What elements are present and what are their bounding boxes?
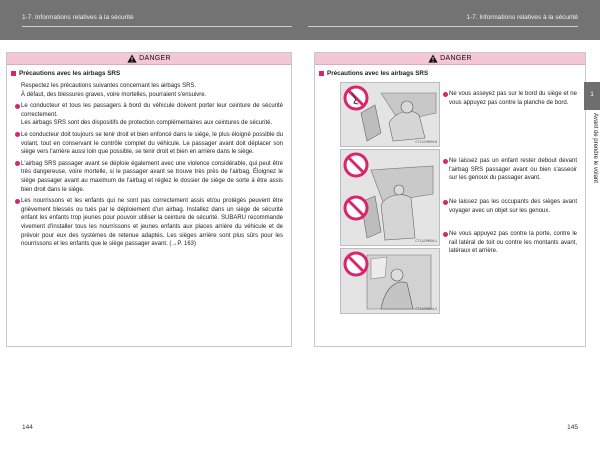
chapter-tab[interactable] bbox=[584, 82, 600, 110]
no-leaning-door-icon bbox=[341, 249, 439, 313]
section-title-text: Précautions avec les airbags SRS bbox=[19, 70, 121, 77]
header-rule-left bbox=[22, 26, 292, 27]
section-title bbox=[319, 70, 585, 77]
bullet-text: Le conducteur doit toujours se tenir droit et bien enfoncé dans le siège, le plus éloigné possible du volant, tout en conservant le contrôle complet du véhicule. Le passager avant doit déplacer son siège vers l'arrière aussi loin que possible, se tenir droit et bien en arrière dans le siège. bbox=[21, 131, 283, 156]
chapter-number: 1 bbox=[590, 91, 594, 98]
bullet-text: Ne laissez pas les occupants des sièges avant voyager avec un objet sur les genoux. bbox=[449, 199, 577, 214]
page-number-left: 144 bbox=[22, 424, 33, 431]
illustration-code: CT11CM0011 bbox=[415, 240, 437, 244]
danger-box-right bbox=[314, 52, 586, 347]
illustration-code: CT11CM0010 bbox=[415, 141, 437, 145]
bullet-text: Ne vous appuyez pas contre la porte, contre le rail latéral de toit ou contre les montants avant, latéraux et arrière. bbox=[449, 231, 577, 255]
square-bullet-icon bbox=[11, 71, 16, 76]
bullet-dot-icon bbox=[443, 200, 448, 205]
page-number-right: 145 bbox=[567, 424, 578, 431]
intro-line: Respectez les précautions suivantes concernant les airbags SRS. bbox=[21, 83, 197, 89]
page-header bbox=[0, 0, 600, 40]
bullet-item bbox=[449, 198, 577, 215]
bullet-text: Les nourrissons et les enfants qui ne sont pas correctement assis et/ou protégés peuvent être grièvement blessés ou tués par le déploiement d'un airbag. Installez dans un siège de sécurité enfant les enfants trop jeunes pour pouvoir utiliser la ceinture de sécurité. SUBARU recommande vivement d'installer tous les nourrissons et jeunes enfants aux places arrière du véhicule et de prévoir pour eux des systèmes de retenue adaptés. Les sièges arrière sont plus sûrs pour les nourrissons et les enfants que le siège passager avant. (→P. 163) bbox=[21, 198, 283, 248]
danger-bar bbox=[315, 53, 585, 65]
bullet-item bbox=[21, 160, 283, 194]
illustration-no-leaning bbox=[340, 82, 440, 147]
intro-text bbox=[21, 82, 283, 99]
bullet-item bbox=[449, 90, 577, 107]
bullet-text: Ne laissez pas un enfant rester debout devant l'airbag SRS passager avant ou bien s'asseoir sur les genoux du passager avant. bbox=[449, 158, 577, 182]
section-title bbox=[11, 70, 291, 77]
danger-label: DANGER bbox=[139, 55, 171, 62]
chapter-title: Avant de prendre le volant bbox=[592, 113, 598, 183]
bullet-dot-icon bbox=[15, 104, 20, 109]
bullet-dot-icon bbox=[15, 199, 20, 204]
bullet-text: Le conducteur et tous les passagers à bord du véhicule doivent porter leur ceinture de sécurité correctement. bbox=[21, 103, 283, 118]
bullet-text: L'airbag SRS passager avant se déploie également avec une violence considérable, qui peut être très dangereuse, voire mortelle, si le passager avant se trouve très près de l'airbag. Éloignez le siège passager avant au maximum de l'airbag et réglez le dossier de siège de sorte à être assis bien droit dans le siège. bbox=[21, 160, 283, 193]
bullet-item bbox=[449, 230, 577, 256]
warning-icon bbox=[127, 54, 137, 63]
danger-label: DANGER bbox=[440, 55, 472, 62]
square-bullet-icon bbox=[319, 71, 324, 76]
intro-line: À défaut, des blessures graves, voire mortelles, pourraient s'ensuivre. bbox=[21, 91, 207, 98]
no-child-standing-icon bbox=[341, 150, 439, 245]
warning-icon bbox=[428, 54, 438, 63]
bullet-item bbox=[21, 102, 283, 128]
section-title-text: Précautions avec les airbags SRS bbox=[327, 70, 429, 77]
bullet-item bbox=[21, 197, 283, 249]
bullet-item bbox=[21, 131, 283, 157]
danger-box-left bbox=[6, 52, 292, 347]
no-leaning-icon bbox=[341, 83, 439, 146]
bullet-dot-icon bbox=[443, 159, 448, 164]
illustration-code: CT11CM0012 bbox=[415, 308, 437, 312]
header-title-right: 1-7. Informations relatives à la sécurité bbox=[466, 14, 578, 21]
bullet-text: Les airbags SRS sont des dispositifs de protection complémentaires aux ceintures de sécurité. bbox=[21, 120, 273, 127]
danger-bar bbox=[7, 53, 291, 65]
bullet-text: Ne vous asseyez pas sur le bord du siège et ne vous appuyez pas contre la planche de bord. bbox=[449, 91, 577, 106]
bullet-item bbox=[449, 157, 577, 183]
header-title-left: 1-7. Informations relatives à la sécurité bbox=[22, 14, 134, 21]
illustration-no-leaning-door bbox=[340, 248, 440, 314]
bullet-dot-icon bbox=[15, 132, 20, 137]
bullet-dot-icon bbox=[443, 232, 448, 237]
illustration-no-child bbox=[340, 149, 440, 246]
bullet-dot-icon bbox=[15, 161, 20, 166]
bullet-dot-icon bbox=[443, 92, 448, 97]
header-rule-right bbox=[308, 26, 578, 27]
